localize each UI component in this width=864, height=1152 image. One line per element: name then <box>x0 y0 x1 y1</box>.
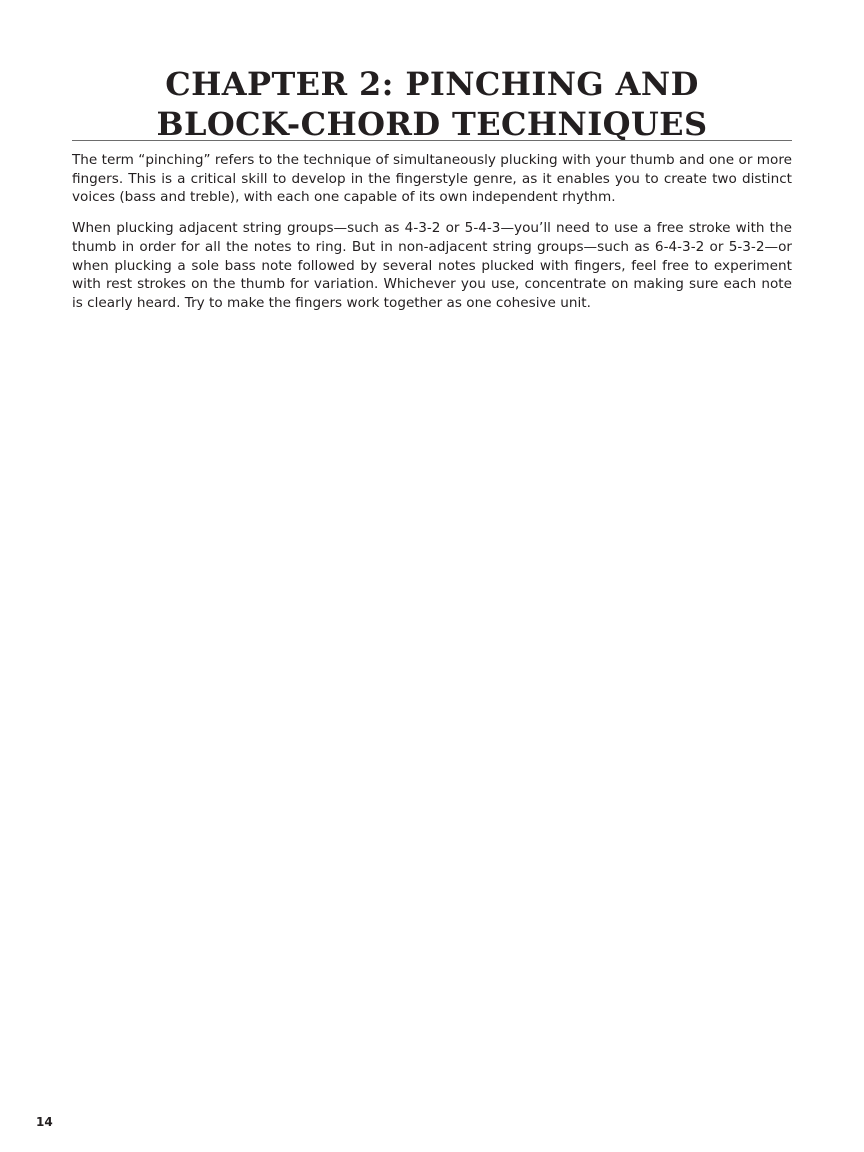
chapter-title-line-1: CHAPTER 2: PINCHING AND <box>165 65 699 103</box>
title-divider <box>72 140 792 141</box>
body-paragraph: When plucking adjacent string groups—such as 4-3-2 or 5-4-3—you’ll need to use a free stroke with the thumb in order for all the notes to ring. But in non-adjacent string groups—such as 6-4-3-2 or 5-3-2—or when plucking a sole bass note followed by several notes plucked with fingers, feel free to experiment with rest strokes on the thumb for variation. Whichever you use, concentrate on making sure each note is clearly heard. Try to make the fingers work together as one cohesive unit. <box>72 220 792 311</box>
page-number: 14 <box>36 1115 53 1129</box>
chapter-body <box>72 151 792 325</box>
chapter-title-line-2: BLOCK-CHORD TECHNIQUES <box>156 105 708 143</box>
chapter-title <box>72 64 792 144</box>
body-paragraph: The term “pinching” refers to the technique of simultaneously plucking with your thumb and one or more fingers. This is a critical skill to develop in the fingerstyle genre, as it enables you to create two distinct voices (bass and treble), with each one capable of its own independent rhythm. <box>72 152 792 206</box>
